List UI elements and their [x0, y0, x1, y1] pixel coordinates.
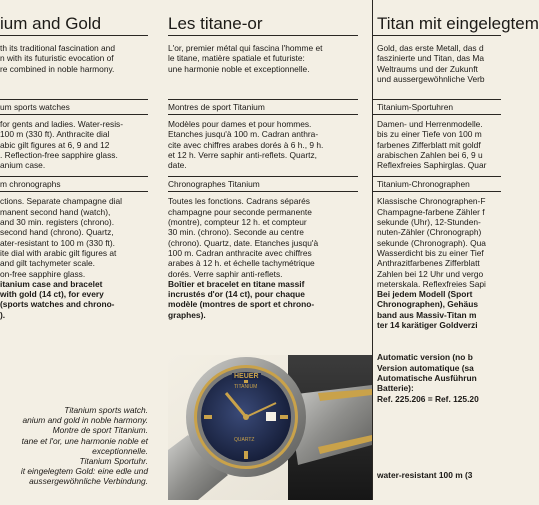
subheading-chronographs: Titanium-Chronographen — [373, 176, 501, 192]
photo-caption: Titanium sports watch. anium and gold in noble harmony. Montre de sport Titanium. tane et l'or, une harmonie noble et exceptionnelle. Titanium Sportuhr. it eingelegtem Gold: eine edle und aussergewöhnliche Verbindung. — [20, 405, 148, 487]
subheading-chronographs: m chronographs — [0, 176, 148, 192]
sports-description: for gents and ladies. Water-resis- 100 m (330 ft). Anthracite dial abic gilt figures at 6, 9 and 12 . Reflection-free sapphire glass. anium case. — [0, 119, 124, 171]
intro-text: L'or, premier métal qui fascina l'homme et le titane, matière spatiale et futuriste: une harmonie noble et exceptionnelle. — [168, 43, 323, 74]
chronograph-description: Klassische Chronographen-F Champagne-farbene Zähler f sekunde (Uhr), 12-Stunden- nuten-Zähler (Chronograph) sekunde (Chronograph). Qua Wasserdicht bis zu einer Tief Anthrazitfarbenes Zifferblatt Zahlen bei 12 Uhr und vergo meterskala. Reflexfreies Sapi — [377, 196, 486, 289]
column-german — [372, 0, 539, 500]
section-title: Les titane-or — [168, 0, 358, 36]
chronograph-bold-note: itanium case and bracelet with gold (14 ct), for every (sports watches and chrono- ). — [0, 278, 115, 320]
watch-model-text: TITANIUM — [234, 384, 258, 390]
chronograph-bold-note: Bei jedem Modell (Sport Chronographen), Gehäus band aus Massiv-Titan m ter 14 karätiger Goldverzi — [377, 289, 478, 331]
watch-brand-text: HEUER — [234, 373, 259, 380]
subheading-sports: Titanium-Sportuhren — [373, 99, 501, 115]
column-english — [0, 0, 148, 500]
subheading-sports: um sports watches — [0, 99, 148, 115]
chronograph-bold-note: Boîtier et bracelet en titane massif incrustés d'or (14 ct), pour chaque modèle (montres de sport et chrono- graphes). — [168, 278, 315, 320]
intro-text: Gold, das erste Metall, das d faszinierte und Titan, das Ma Weltraums und der Zukunft und aussergewöhnliche Verb — [377, 43, 485, 84]
chronograph-description: Toutes les fonctions. Cadrans séparés champagne pour seconde permanente (montre), compteur 12 h. et compteur 30 min. (chrono). Seconde au centre (chrono). Quartz, date. Etanches jusqu'à 100 m. Cadran anthracite avec chiffres arabes à 12 h. et échelle tachymétrique dorés. Verre saphir anti-reflets. — [168, 196, 319, 279]
section-title: Titan mit eingelegtem — [373, 0, 501, 36]
intro-text: th its traditional fascination and n with its futuristic evocation of re combined in noble harmony. — [0, 43, 115, 74]
automatic-version-note: Automatic version (no b Version automatique (sa Automatische Ausführun Batterie): Ref. 225.206 = Ref. 125.20 — [377, 352, 479, 404]
watch-illustration — [168, 355, 372, 500]
watch-movement-text: QUARTZ — [234, 437, 255, 443]
water-resistance-text: water-resistant 100 m (3 — [377, 470, 473, 480]
sports-description: Modèles pour dames et pour hommes. Etanches jusqu'à 100 m. Cadran anthra- cite avec chiffres arabes dorés à 6 h., 9 h. et 12 h. Verre saphir anti-reflets. Quartz, date. — [168, 119, 324, 171]
sports-description: Damen- und Herrenmodelle. bis zu einer Tiefe von 100 m farbenes Zifferblatt mit goldf arabischen Zahlen bei 6, 9 u Reflexfreies Saphirglas. Quar — [377, 119, 487, 171]
subheading-chronographs: Chronographes Titanium — [168, 176, 358, 192]
chronograph-description: ctions. Separate champagne dial manent second hand (watch), and 30 min. registers (chrono). second hand (chrono). Quartz, ater-resistant to 100 m (330 ft). ite dial with arabic gilt figures at and gilt tachymeter scale. on-free sapphire glass. — [0, 196, 122, 279]
subheading-sports: Montres de sport Titanium — [168, 99, 358, 115]
watch-photo — [168, 355, 372, 500]
section-title: ium and Gold — [0, 0, 148, 36]
